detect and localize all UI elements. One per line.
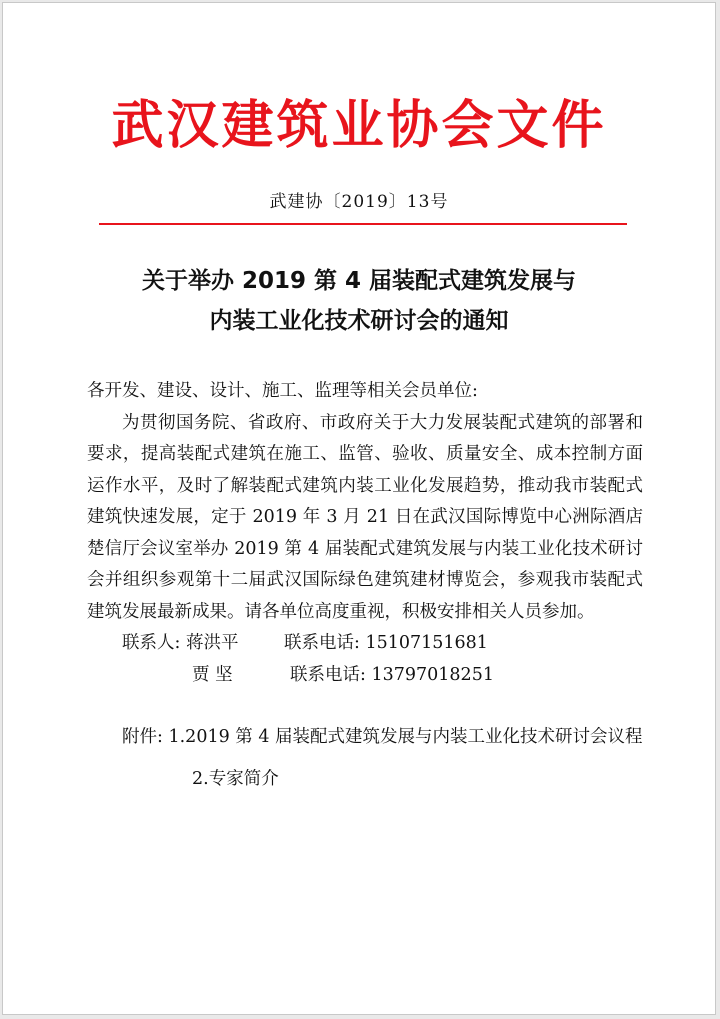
notice-title-line-1: 关于举办 2019 第 4 届装配式建筑发展与	[141, 268, 577, 294]
contact-phone-label: 联系电话:	[283, 633, 360, 653]
document-number: 武建协〔2019〕13号	[269, 192, 449, 212]
main-paragraph: 为贯彻国务院、省政府、市政府关于大力发展装配式建筑的部署和要求，提高装配式建筑在施工、监管、验收、质量安全、成本控制方面运作水平，及时了解装配式建筑内装工业化发展趋势，推动我市装配式建筑快速发展，定于 2019 年 3 月 21 日在武汉国际博览中心洲际酒店楚信厅会议室举办 2019 第 4 届装配式建筑发展与内装工业化技术研讨会并组织参观第十二届武汉国际绿色建筑建材博览会，参观我市装配式建筑发展最新成果。请各单位高度重视，积极安排相关人员参加。	[87, 412, 643, 622]
contact-line-2	[122, 660, 643, 692]
red-divider	[99, 223, 627, 225]
masthead: 武汉建筑业协会文件	[111, 96, 607, 156]
spacer	[87, 691, 643, 722]
contact-label: 联系人:	[122, 633, 181, 653]
notice-body	[87, 376, 643, 795]
attachment-text-1: 1.2019 第 4 届装配式建筑发展与内装工业化技术研讨会议程	[168, 727, 643, 747]
contact-name: 贾 坚	[192, 664, 233, 685]
salutation: 各开发、建设、设计、施工、监理等相关会员单位:	[87, 381, 478, 401]
contact-line-1	[122, 628, 643, 660]
attachment-label: 附件:	[122, 727, 163, 747]
contact-phone: 13797018251	[371, 664, 494, 685]
contact-phone-label: 联系电话:	[290, 664, 366, 685]
attachment-item-2: 2.专家简介	[192, 768, 279, 789]
contact-phone: 15107151681	[365, 633, 488, 653]
notice-title-line-2: 内装工业化技术研讨会的通知	[209, 308, 509, 334]
document-page	[2, 2, 716, 1015]
spacer	[87, 754, 643, 764]
contact-name: 蒋洪平	[185, 633, 239, 653]
notice-title	[3, 261, 715, 341]
attachment-item-1	[87, 722, 643, 754]
